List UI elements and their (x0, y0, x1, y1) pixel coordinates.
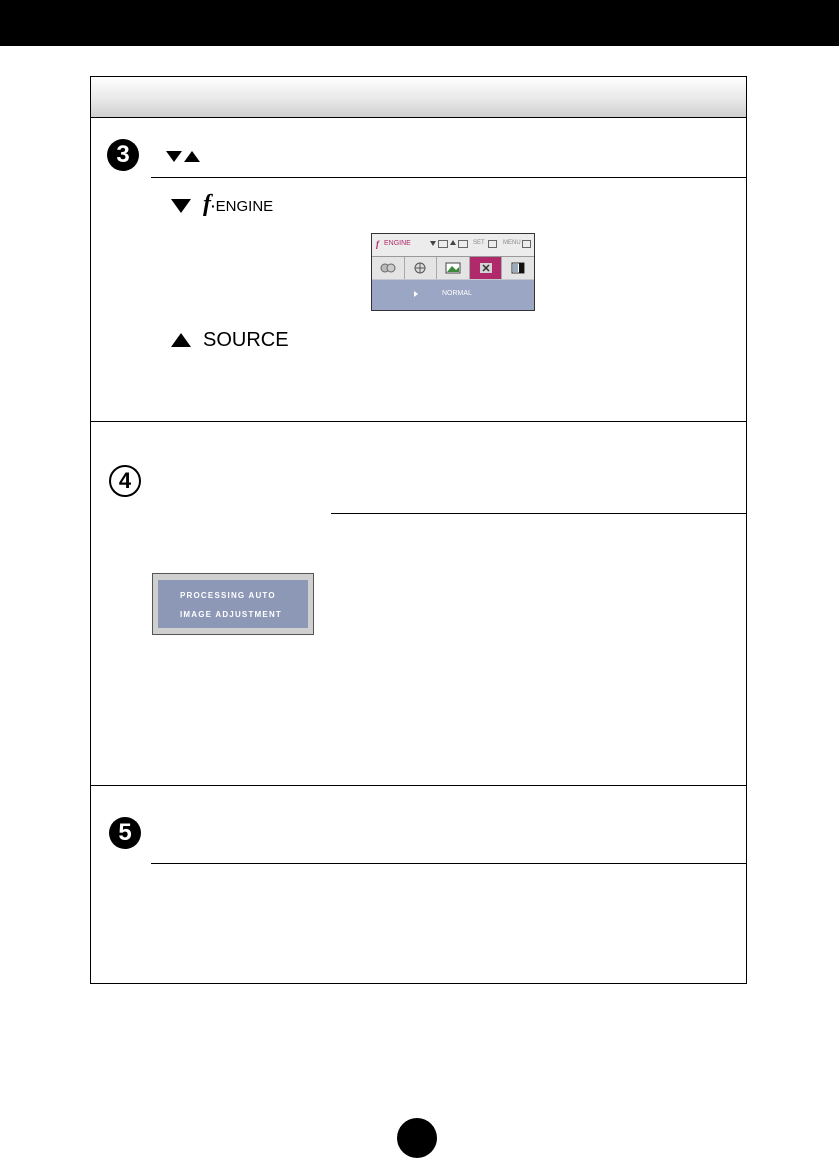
osd-menu-icon (522, 240, 531, 248)
osd-mode-panel (372, 280, 534, 310)
top-black-bar (0, 0, 839, 46)
down-arrow-icon (171, 199, 191, 213)
page-number-badge (397, 1118, 437, 1158)
up-arrow-icon (171, 333, 191, 347)
osd-mode-icons (372, 257, 534, 279)
osd-box-icon (458, 240, 468, 248)
osd-title: ENGINE (384, 240, 411, 247)
osd-f-glyph: f (376, 239, 379, 249)
content-frame (90, 76, 747, 984)
osd-title-bar (372, 234, 534, 257)
osd-set-label: SET (473, 240, 485, 246)
section-3-rule (151, 177, 746, 178)
f-glyph: f (203, 191, 211, 217)
osd-mode-value: NORMAL (442, 290, 472, 297)
fengine-label (203, 191, 273, 218)
fengine-text: ENGINE (215, 198, 274, 215)
processing-panel (158, 580, 308, 628)
movie-icon (372, 257, 405, 279)
source-label: SOURCE (203, 329, 289, 351)
section-divider (91, 785, 746, 786)
up-arrow-icon (184, 151, 200, 162)
osd-down-icon (430, 241, 436, 246)
section-5-rule (151, 863, 746, 864)
step-4-badge (109, 465, 141, 497)
contrast-icon (502, 257, 534, 279)
down-arrow-icon (166, 151, 182, 162)
arrow-pair-icon (166, 151, 200, 162)
fengine-osd (371, 233, 535, 311)
osd-set-icon (488, 240, 497, 248)
osd-pointer-icon (414, 291, 418, 297)
step-3-badge (107, 139, 139, 171)
photo-icon (437, 257, 470, 279)
osd-box-icon (438, 240, 448, 248)
processing-auto-box (152, 573, 314, 635)
processing-line-1: PROCESSING AUTO (180, 591, 276, 600)
close-icon (470, 257, 503, 279)
internet-icon (405, 257, 438, 279)
table-header-band (91, 77, 746, 118)
processing-line-2: IMAGE ADJUSTMENT (180, 610, 283, 619)
osd-menu-label: MENU (503, 240, 521, 246)
section-4-rule (331, 513, 746, 514)
step-4-number: 4 (118, 468, 132, 493)
section-divider (91, 421, 746, 422)
osd-up-icon (450, 240, 456, 245)
step-5-badge (109, 817, 141, 849)
step-5-number: 5 (118, 819, 132, 846)
step-3-number: 3 (116, 141, 130, 168)
dot-glyph: · (211, 198, 216, 214)
